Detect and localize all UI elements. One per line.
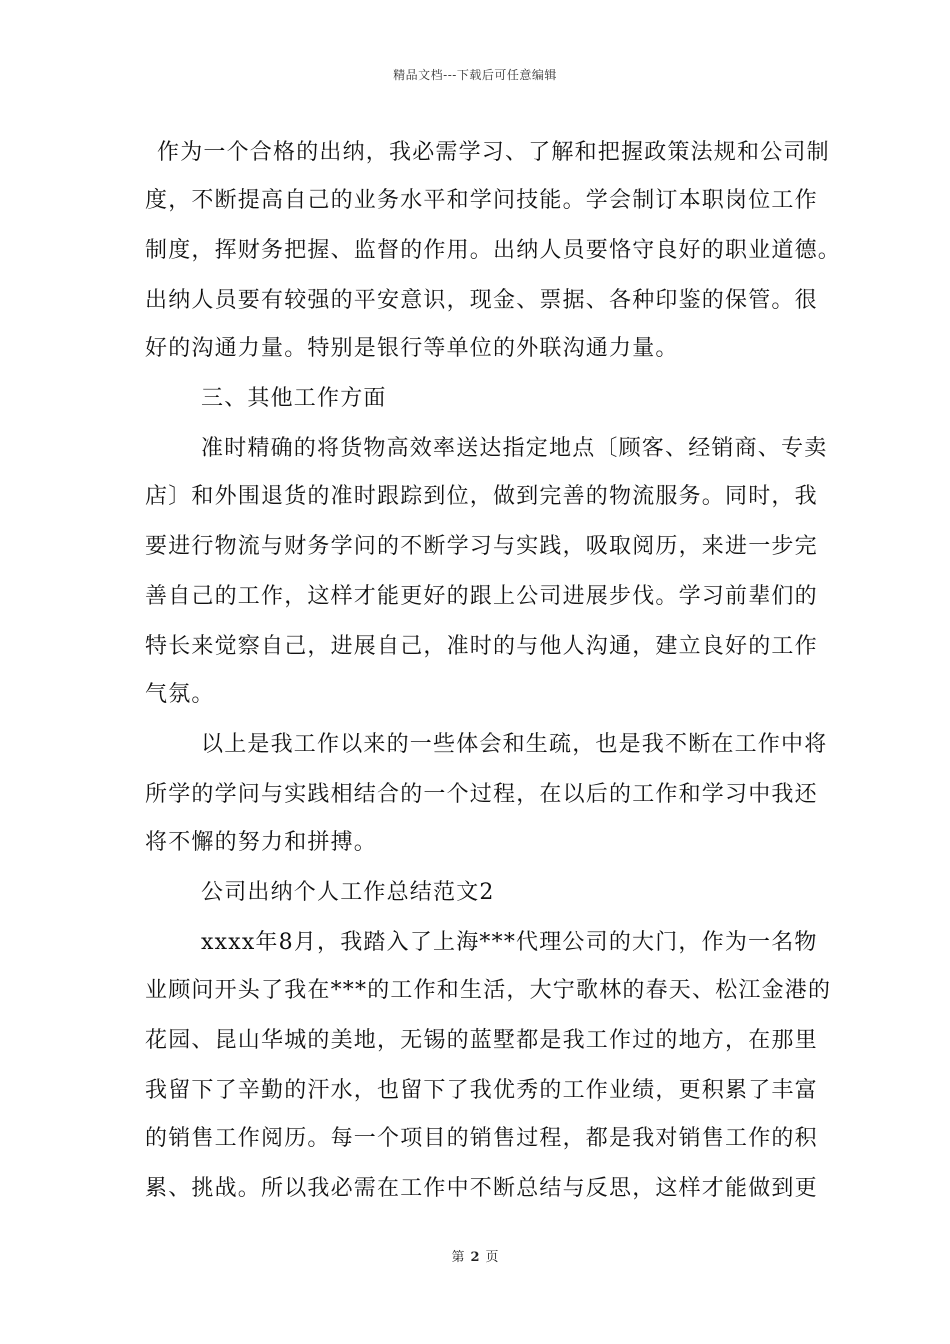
section-heading: 三、其他工作方面 xyxy=(201,386,387,411)
body-line: 制度，挥财务把握、监督的作用。出纳人员要恪守良好的职业道德。 xyxy=(145,238,842,263)
document-header: 精品文档---下载后可任意编辑 xyxy=(393,68,557,82)
body-line: 气氛。 xyxy=(145,682,215,707)
body-line: 的销售工作阅历。每一个项目的销售过程，都是我对销售工作的积 xyxy=(145,1126,818,1151)
page-prefix: 第 xyxy=(451,1250,465,1265)
body-line: xxxx年8月，我踏入了上海***代理公司的大门，作为一名物 xyxy=(201,930,818,955)
body-line: 所学的学问与实践相结合的一个过程，在以后的工作和学习中我还 xyxy=(145,782,818,807)
page-footer xyxy=(0,1246,950,1265)
body-line: 好的沟通力量。特别是银行等单位的外联沟通力量。 xyxy=(145,336,679,361)
section-heading: 公司出纳个人工作总结范文2 xyxy=(201,880,495,905)
body-line: 以上是我工作以来的一些体会和生疏，也是我不断在工作中将 xyxy=(201,732,828,757)
body-line: 准时精确的将货物高效率送达指定地点〔顾客、经销商、专卖 xyxy=(201,436,828,461)
body-line: 我留下了辛勤的汗水，也留下了我优秀的工作业绩，更积累了丰富 xyxy=(145,1078,818,1103)
body-line: 将不懈的努力和拼搏。 xyxy=(145,830,378,855)
body-line: 店〕和外围退货的准时跟踪到位，做到完善的物流服务。同时，我 xyxy=(145,484,818,509)
body-line: 出纳人员要有较强的平安意识，现金、票据、各种印鉴的保管。很 xyxy=(145,288,818,313)
body-line: 要进行物流与财务学问的不断学习与实践，吸取阅历，来进一步完 xyxy=(145,534,818,559)
body-line: 特长来觉察自己，进展自己，准时的与他人沟通，建立良好的工作 xyxy=(145,634,818,659)
page-suffix: 页 xyxy=(485,1250,499,1265)
page-number: 2 xyxy=(470,1250,480,1265)
body-line: 花园、昆山华城的美地，无锡的蓝墅都是我工作过的地方，在那里 xyxy=(145,1028,818,1053)
body-line: 累、挑战。所以我必需在工作中不断总结与反思，这样才能做到更 xyxy=(145,1176,818,1201)
body-line: 度，不断提高自己的业务水平和学问技能。学会制订本职岗位工作 xyxy=(145,188,818,213)
body-line: 善自己的工作，这样才能更好的跟上公司进展步伐。学习前辈们的 xyxy=(145,584,818,609)
body-line: 业顾问开头了我在***的工作和生活，大宁歌林的春天、松江金港的 xyxy=(145,978,832,1003)
body-line: 作为一个合格的出纳，我必需学习、了解和把握政策法规和公司制 xyxy=(157,140,830,165)
